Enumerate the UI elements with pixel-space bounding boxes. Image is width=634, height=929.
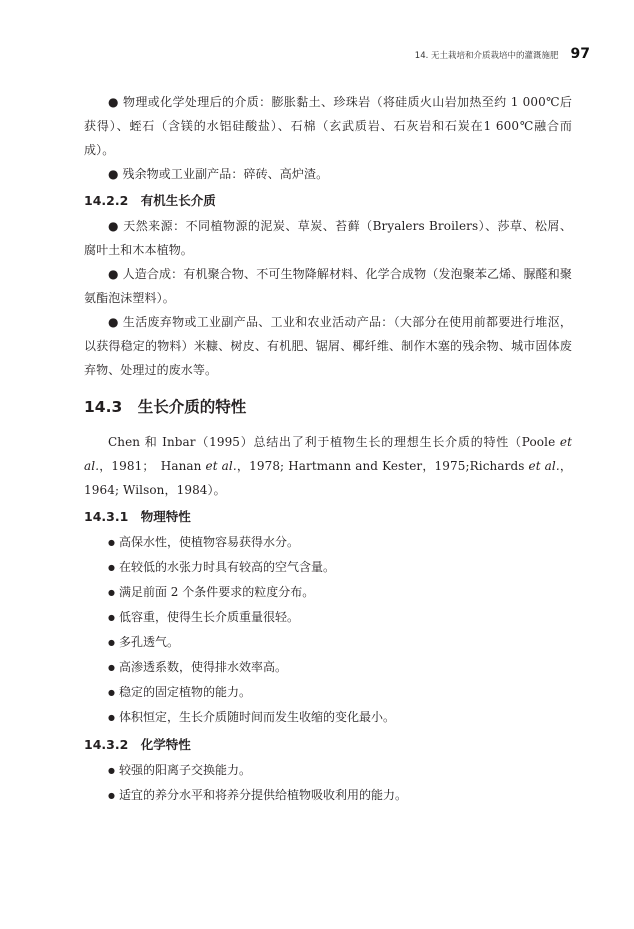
section-heading-14-3: 14.3 生长介质的特性 [84, 398, 247, 416]
list-item: ● 稳定的固定植物的能力。 [108, 680, 572, 705]
list-item: ● 在较低的水张力时具有较高的空气含量。 [108, 555, 572, 580]
list-item: ● 低容重，使得生长介质重量很轻。 [108, 605, 572, 630]
organic-paragraph-2: ● 人造合成：有机聚合物、不可生物降解材料、化学合成物（发泡聚苯乙烯、脲醛和聚氨酯泡沫塑料）。 [84, 267, 572, 305]
list-item: ● 较强的阳离子交换能力。 [108, 758, 572, 783]
list-item: ● 适宜的养分水平和将养分提供给植物吸收利用的能力。 [108, 783, 572, 808]
et-al-2: et al. [205, 459, 237, 473]
et-al-3: et al. [528, 459, 560, 473]
list-item: ● 多孔透气。 [108, 630, 572, 655]
section-heading-14-3-2: 14.3.2 化学特性 [84, 737, 191, 752]
section-heading-14-2-2: 14.2.2 有机生长介质 [84, 193, 216, 208]
page-number: 97 [570, 46, 590, 62]
intro-paragraph-2: ● 残余物或工业副产品：碎砖、高炉渣。 [108, 167, 329, 181]
organic-paragraph-1: ● 天然来源：不同植物源的泥炭、草炭、苔藓（Bryalers Broilers）、莎草、松屑、腐叶土和木本植物。 [84, 219, 572, 257]
list-item: ● 高保水性，使植物容易获得水分。 [108, 530, 572, 555]
running-title: 14. 无土栽培和介质栽培中的灌溉施肥 [414, 51, 559, 61]
citation-text-2: ，1981； Hanan [99, 459, 206, 473]
list-item: ● 高渗透系数，使得排水效率高。 [108, 655, 572, 680]
citation-text-4: ，1964; Wilson，1984）。 [84, 459, 573, 497]
intro-paragraph-1: ● 物理或化学处理后的介质：膨胀黏土、珍珠岩（将硅质火山岩加热至约 1 000℃后获得）、蛭石（含镁的水铝硅酸盐）、石棉（玄武质岩、石灰岩和石炭在1 600℃融合而成）。 [84, 95, 572, 157]
chemical-properties-list [84, 758, 572, 808]
et-al-1: et al. [84, 435, 572, 473]
citation-text-3: ，1978; Hartmann and Kester，1975;Richards [236, 459, 529, 473]
organic-paragraph-3: ● 生活废弃物或工业副产品、工业和农业活动产品：（大部分在使用前都要进行堆沤，以获得稳定的物料）米糠、树皮、有机肥、锯屑、椰纤维、制作木塞的残余物、城市固体废弃物、处理过的废水等。 [84, 315, 572, 377]
physical-properties-list [84, 530, 572, 730]
properties-intro-paragraph [84, 430, 572, 502]
list-item: ● 体积恒定，生长介质随时间而发生收缩的变化最小。 [108, 705, 572, 730]
section-heading-14-3-1: 14.3.1 物理特性 [84, 509, 191, 524]
citation-text-1: Chen 和 Inbar（1995）总结出了利于植物生长的理想生长介质的特性（Poole [108, 435, 560, 449]
page-body [84, 90, 572, 808]
page-header [415, 46, 590, 62]
list-item: ● 满足前面 2 个条件要求的粒度分布。 [108, 580, 572, 605]
